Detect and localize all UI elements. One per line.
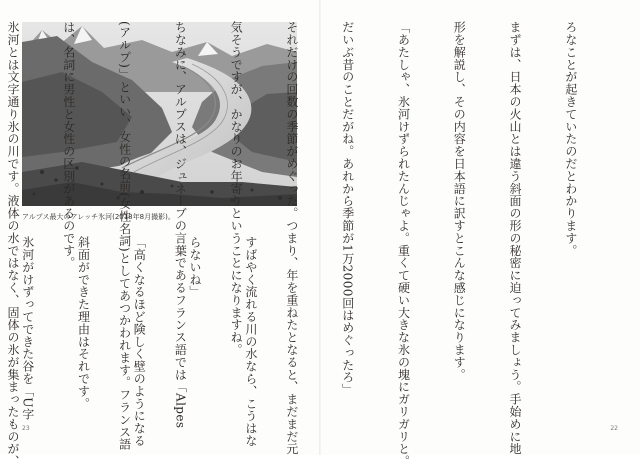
page-number: 23 [22, 425, 30, 432]
body-line: すばやく流れる川の水なら、こうはな [243, 236, 258, 447]
body-line: は、名詞に男性と女性の区別があるのです。 [61, 21, 76, 269]
body-line: 気そうですが、かなりのお年寄りということになりますね。 [229, 21, 244, 356]
body-line: ちなみに、アルプスは、ジュネーブの言葉であるフランス語では「Alpes [173, 21, 188, 429]
body-line: らないね」 [188, 236, 203, 298]
body-line: それだけの回数の季節がめぐった。つまり、年を重ねたとなると、まだまだ元 [284, 21, 299, 455]
body-line: 氷河とは文字通り氷の川です。液体の水ではなく、固体の氷が集まったものが、 [6, 21, 20, 467]
body-line: (アルプ)」といい、女性の名前(女性名詞)としてあつかわれます。フランス語 [117, 21, 132, 451]
body-line: ろなことが起きていたのだとわかります。 [563, 21, 578, 257]
photo-caption: アルプス最大のアレッチ氷河(2018年8月撮影)。 [22, 213, 175, 221]
body-line: 「高くなるほど険しく壁のようになる [132, 236, 147, 447]
body-line: 斜面ができた理由はそれです。 [76, 236, 91, 410]
body-line: 形を解説し、その内容を日本語に訳すとこんな感じになります。 [452, 21, 467, 381]
body-line: 「あたしゃ、氷河けずられたんじゃよ。重くて硬い大きな氷の塊にガリガリと。 [396, 21, 411, 467]
body-line: だいぶ昔のことだがね。あれから季節が1万2000回はめぐったろ」 [340, 21, 355, 396]
body-line: 氷河がけずってできた谷を「U字 [20, 236, 35, 421]
body-line: まずは、日本の火山とは違う斜面の形の秘密に迫ってみましょう。手始めに地 [508, 21, 523, 455]
page-number: 22 [610, 425, 618, 432]
